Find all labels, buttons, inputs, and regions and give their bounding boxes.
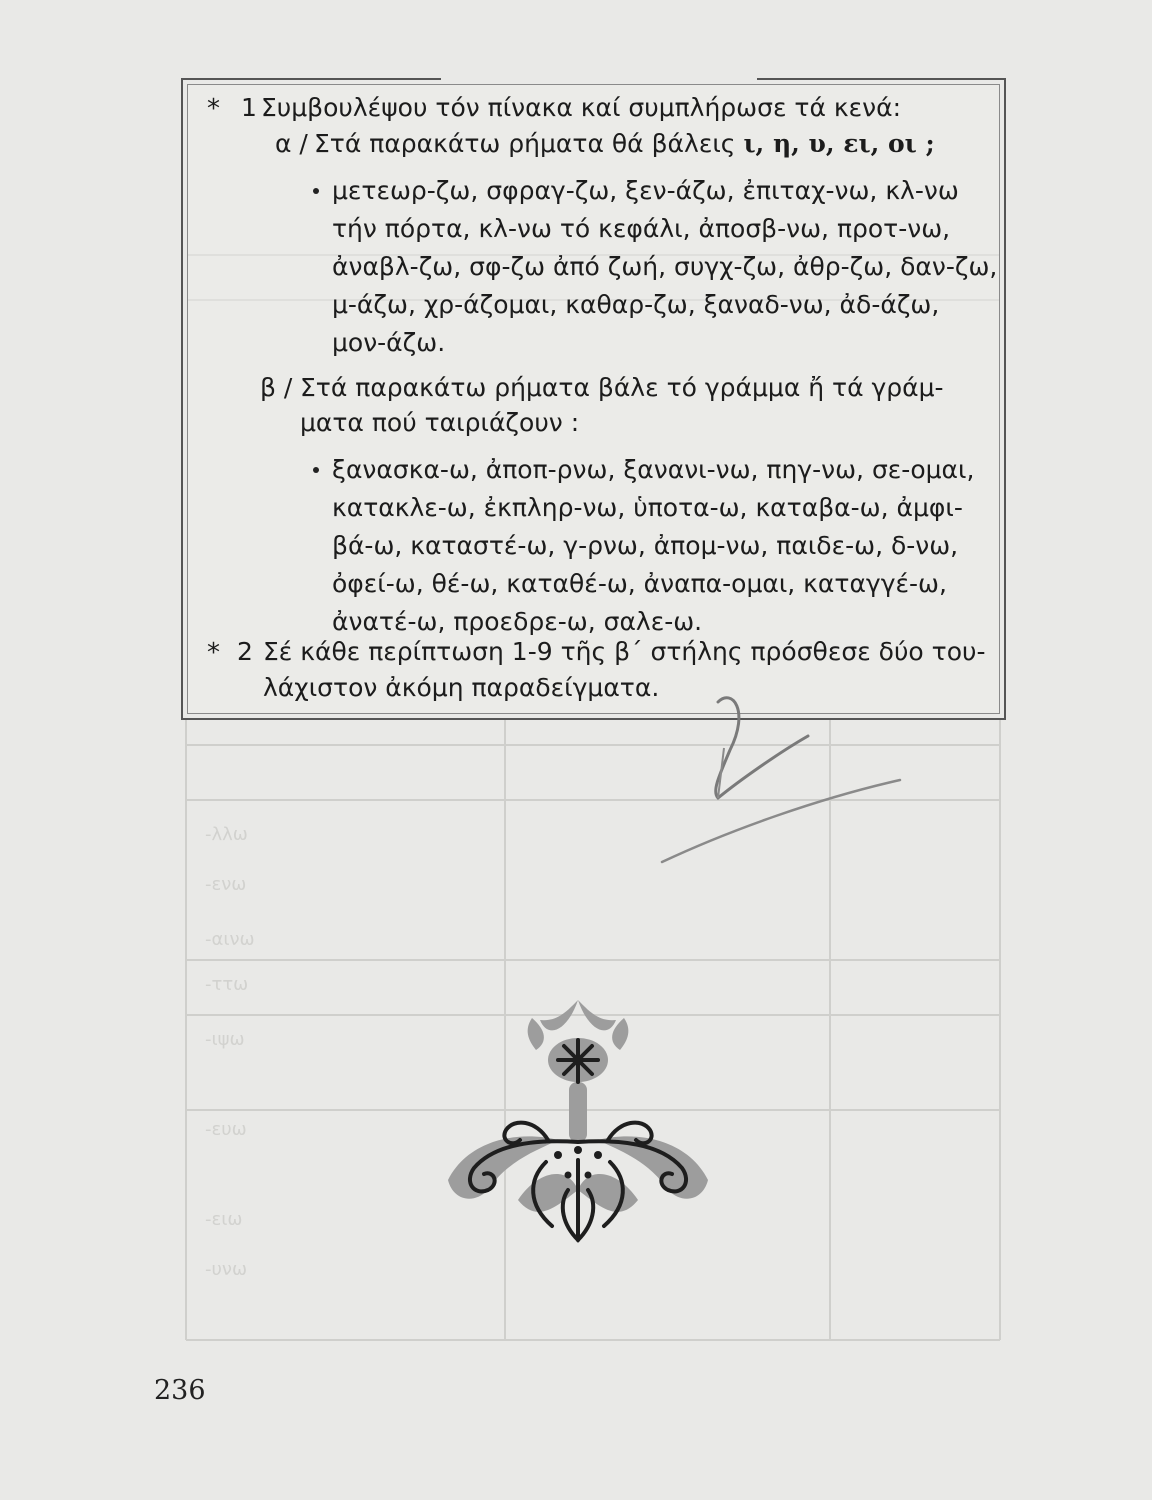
svg-text:-ευω: -ευω bbox=[205, 1119, 247, 1140]
svg-text:-ττω: -ττω bbox=[205, 974, 249, 995]
svg-text:-ενω: -ενω bbox=[205, 874, 247, 895]
part-b-words-line: ὀφεί-ω, θέ-ω, καταθέ-ω, ἀναπα-ομαι, καταγγέ-ω, bbox=[332, 569, 947, 598]
exercise-2-line: Σέ κάθε περίπτωση 1-9 τῆς β΄ στήλης πρόσθεσε δύο του- bbox=[263, 637, 986, 666]
part-b-words-line: βά-ω, καταστέ-ω, γ-ρνω, ἀπομ-νω, παιδε-ω, δ-νω, bbox=[332, 531, 959, 560]
part-a-letters: ι, η, υ, ει, οι ; bbox=[743, 129, 935, 158]
part-a-words-line: μετεωρ-ζω, σφραγ-ζω, ξεν-άζω, ἐπιταχ-νω, κλ-νω bbox=[332, 176, 959, 205]
svg-text:-αινω: -αινω bbox=[205, 929, 255, 950]
exercise-2-line: λάχιστον ἀκόμη παραδείγματα. bbox=[263, 673, 660, 702]
exercise-1-number: 1 bbox=[241, 93, 257, 122]
decorative-ornament bbox=[428, 990, 728, 1250]
part-a-words-line: τήν πόρτα, κλ-νω τό κεφάλι, ἀποσβ-νω, προτ-νω, bbox=[332, 214, 951, 243]
part-b-prompt-line: ματα πού ταιριάζουν : bbox=[300, 408, 580, 437]
part-b-bullet bbox=[313, 467, 319, 473]
exercise-box bbox=[181, 78, 1006, 720]
part-a-marker: α / bbox=[275, 129, 308, 158]
exercise-1-star: * bbox=[207, 94, 220, 124]
part-b-prompt-line: Στά παρακάτω ρήματα βάλε τό γράμμα ἤ τά γράμ- bbox=[300, 373, 944, 402]
page-number: 236 bbox=[154, 1375, 206, 1406]
part-b-words-line: ἀνατέ-ω, προεδρε-ω, σαλε-ω. bbox=[332, 607, 703, 636]
part-a-prompt-text: Στά παρακάτω ρήματα θά βάλεις bbox=[314, 129, 736, 158]
frame-gap bbox=[441, 76, 757, 84]
svg-text:-λλω: -λλω bbox=[205, 824, 248, 845]
part-a-words-line: ἀναβλ-ζω, σφ-ζω ἀπό ζωή, συγχ-ζω, ἀθρ-ζω, δαν-ζω, bbox=[332, 252, 998, 281]
part-b-words-line: κατακλε-ω, ἐκπληρ-νω, ὑποτα-ω, καταβα-ω, ἀμφι- bbox=[332, 493, 963, 522]
part-a-bullet bbox=[313, 188, 319, 194]
exercise-2-number: 2 bbox=[237, 637, 253, 666]
exercise-1-instruction: Συμβουλέψου τόν πίνακα καί συμπλήρωσε τά κενά: bbox=[261, 93, 901, 122]
svg-text:-υνω: -υνω bbox=[205, 1259, 248, 1280]
exercise-2-star: * bbox=[207, 638, 220, 668]
part-b-marker: β / bbox=[260, 373, 293, 402]
svg-text:-ειω: -ειω bbox=[205, 1209, 243, 1230]
part-a-prompt bbox=[314, 128, 935, 160]
svg-text:-ιψω: -ιψω bbox=[205, 1029, 245, 1050]
pencil-scribble bbox=[600, 680, 920, 910]
part-a-words-line: μ-άζω, χρ-άζομαι, καθαρ-ζω, ξαναδ-νω, ἀδ-άζω, bbox=[332, 290, 940, 319]
part-a-words-line: μον-άζω. bbox=[332, 328, 446, 357]
part-b-words-line: ξανασκα-ω, ἀποπ-ρνω, ξανανι-νω, πηγ-νω, σε-ομαι, bbox=[332, 455, 975, 484]
